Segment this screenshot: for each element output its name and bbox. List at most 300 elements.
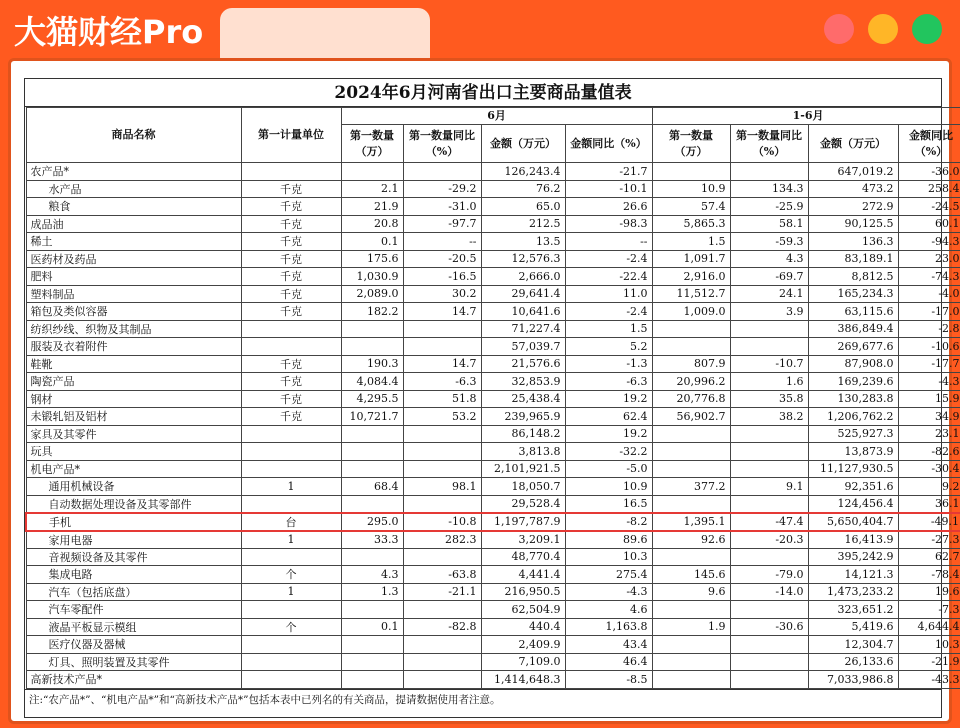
cell-ytd-qty-yoy xyxy=(730,601,808,619)
cell-ytd-qty-yoy: 1.6 xyxy=(730,373,808,391)
cell-june-amount-yoy: -- xyxy=(565,233,652,251)
cell-june-amount: 76.2 xyxy=(481,180,565,198)
table-row-highlighted xyxy=(26,513,960,531)
close-dot-icon[interactable] xyxy=(824,14,854,44)
cell-june-amount-yoy: 1.5 xyxy=(565,320,652,338)
cell-june-amount-yoy: 10.3 xyxy=(565,548,652,566)
table-row xyxy=(26,268,960,286)
cell-ytd-qty: 377.2 xyxy=(652,478,730,496)
cell-ytd-qty: 1,009.0 xyxy=(652,303,730,321)
cell-ytd-qty: 1,091.7 xyxy=(652,250,730,268)
cell-june-amount: 86,148.2 xyxy=(481,425,565,443)
cell-name: 纺织纱线、织物及其制品 xyxy=(26,320,241,338)
cell-ytd-amount-yoy: -17.7 xyxy=(898,355,960,373)
cell-name: 医药材及药品 xyxy=(26,250,241,268)
cell-june-qty xyxy=(341,601,403,619)
cell-name: 钢材 xyxy=(26,390,241,408)
cell-ytd-amount: 169,239.6 xyxy=(808,373,898,391)
cell-ytd-amount: 5,419.6 xyxy=(808,618,898,636)
cell-unit: 1 xyxy=(241,531,341,549)
cell-ytd-amount-yoy: -24.5 xyxy=(898,198,960,216)
cell-ytd-qty: 9.6 xyxy=(652,583,730,601)
cell-ytd-amount: 5,650,404.7 xyxy=(808,513,898,531)
cell-ytd-qty: 20,996.2 xyxy=(652,373,730,391)
cell-june-qty: 0.1 xyxy=(341,618,403,636)
cell-june-amount: 18,050.7 xyxy=(481,478,565,496)
cell-june-qty: 1.3 xyxy=(341,583,403,601)
cell-ytd-amount: 124,456.4 xyxy=(808,495,898,513)
cell-unit xyxy=(241,548,341,566)
cell-june-amount: 10,641.6 xyxy=(481,303,565,321)
cell-june-amount: 21,576.6 xyxy=(481,355,565,373)
cell-june-qty xyxy=(341,320,403,338)
cell-ytd-amount: 92,351.6 xyxy=(808,478,898,496)
cell-june-amount: 1,414,648.3 xyxy=(481,671,565,689)
cell-ytd-qty-yoy: 9.1 xyxy=(730,478,808,496)
cell-june-amount: 2,101,921.5 xyxy=(481,460,565,478)
cell-june-amount: 2,409.9 xyxy=(481,636,565,654)
cell-ytd-amount: 16,413.9 xyxy=(808,531,898,549)
cell-ytd-qty-yoy xyxy=(730,443,808,461)
table-row xyxy=(26,285,960,303)
cell-june-amount-yoy: 10.9 xyxy=(565,478,652,496)
table-row xyxy=(26,583,960,601)
cell-june-qty-yoy: 53.2 xyxy=(403,408,481,426)
cell-name: 肥料 xyxy=(26,268,241,286)
cell-ytd-amount-yoy: 23.1 xyxy=(898,425,960,443)
cell-june-qty-yoy xyxy=(403,460,481,478)
cell-ytd-qty xyxy=(652,320,730,338)
cell-name: 陶瓷产品 xyxy=(26,373,241,391)
cell-june-amount-yoy: 1,163.8 xyxy=(565,618,652,636)
cell-ytd-amount: 136.3 xyxy=(808,233,898,251)
cell-june-amount-yoy: -1.3 xyxy=(565,355,652,373)
header-period-ytd: 1-6月 xyxy=(652,108,960,125)
cell-june-qty-yoy xyxy=(403,320,481,338)
cell-ytd-amount-yoy: 10.3 xyxy=(898,636,960,654)
cell-name: 液晶平板显示模组 xyxy=(26,618,241,636)
brand-logo: 大猫财经Pro xyxy=(0,4,218,60)
cell-ytd-amount-yoy: 258.4 xyxy=(898,180,960,198)
cell-ytd-qty-yoy: -47.4 xyxy=(730,513,808,531)
cell-ytd-amount-yoy: 9.2 xyxy=(898,478,960,496)
cell-name: 高新技术产品* xyxy=(26,671,241,689)
title-bar-tab xyxy=(220,8,430,58)
cell-ytd-amount: 395,242.9 xyxy=(808,548,898,566)
cell-june-amount-yoy: 19.2 xyxy=(565,425,652,443)
cell-ytd-qty xyxy=(652,495,730,513)
table-row xyxy=(26,390,960,408)
export-table xyxy=(25,107,960,689)
cell-ytd-amount-yoy: -94.3 xyxy=(898,233,960,251)
cell-june-amount: 126,243.4 xyxy=(481,163,565,181)
cell-unit: 个 xyxy=(241,566,341,584)
cell-name: 玩具 xyxy=(26,443,241,461)
cell-unit: 千克 xyxy=(241,285,341,303)
table-row xyxy=(26,460,960,478)
table-row xyxy=(26,653,960,671)
cell-june-amount-yoy: -2.4 xyxy=(565,303,652,321)
cell-ytd-amount-yoy: -4.0 xyxy=(898,285,960,303)
cell-june-amount: 2,666.0 xyxy=(481,268,565,286)
table-row xyxy=(26,671,960,689)
cell-ytd-qty: 1.5 xyxy=(652,233,730,251)
cell-ytd-qty: 56,902.7 xyxy=(652,408,730,426)
cell-june-qty-yoy xyxy=(403,636,481,654)
cell-ytd-amount-yoy: -49.1 xyxy=(898,513,960,531)
cell-june-amount-yoy: 4.6 xyxy=(565,601,652,619)
table-row xyxy=(26,198,960,216)
header-ytd-qty: 第一数量（万） xyxy=(652,125,730,163)
cell-june-qty-yoy: -16.5 xyxy=(403,268,481,286)
cell-june-amount: 48,770.4 xyxy=(481,548,565,566)
cell-june-amount-yoy: 11.0 xyxy=(565,285,652,303)
cell-name: 稀土 xyxy=(26,233,241,251)
cell-unit: 千克 xyxy=(241,268,341,286)
cell-ytd-qty xyxy=(652,338,730,356)
cell-ytd-amount: 165,234.3 xyxy=(808,285,898,303)
cell-ytd-amount-yoy: 34.9 xyxy=(898,408,960,426)
cell-ytd-qty: 5,865.3 xyxy=(652,215,730,233)
cell-june-amount: 71,227.4 xyxy=(481,320,565,338)
cell-name: 汽车零配件 xyxy=(26,601,241,619)
cell-june-qty-yoy: -31.0 xyxy=(403,198,481,216)
cell-june-qty xyxy=(341,460,403,478)
cell-ytd-amount: 1,206,762.2 xyxy=(808,408,898,426)
maximize-dot-icon[interactable] xyxy=(912,14,942,44)
header-june-qty-yoy: 第一数量同比（%） xyxy=(403,125,481,163)
table-row xyxy=(26,618,960,636)
cell-name: 家具及其零件 xyxy=(26,425,241,443)
cell-june-qty-yoy xyxy=(403,671,481,689)
cell-june-qty-yoy xyxy=(403,338,481,356)
header-ytd-amount: 金额（万元） xyxy=(808,125,898,163)
cell-ytd-qty: 807.9 xyxy=(652,355,730,373)
cell-june-qty-yoy: 14.7 xyxy=(403,355,481,373)
cell-june-amount: 3,813.8 xyxy=(481,443,565,461)
cell-june-amount-yoy: -6.3 xyxy=(565,373,652,391)
table-row xyxy=(26,233,960,251)
cell-ytd-qty xyxy=(652,163,730,181)
cell-ytd-amount: 8,812.5 xyxy=(808,268,898,286)
cell-june-amount: 440.4 xyxy=(481,618,565,636)
cell-ytd-amount: 1,473,233.2 xyxy=(808,583,898,601)
cell-june-qty: 68.4 xyxy=(341,478,403,496)
cell-ytd-qty-yoy xyxy=(730,320,808,338)
cell-name: 集成电路 xyxy=(26,566,241,584)
cell-june-amount-yoy: -2.4 xyxy=(565,250,652,268)
header-june-amount-yoy: 金额同比（%） xyxy=(565,125,652,163)
cell-ytd-amount: 87,908.0 xyxy=(808,355,898,373)
header-name: 商品名称 xyxy=(26,108,241,163)
cell-name: 音视频设备及其零件 xyxy=(26,548,241,566)
cell-june-amount: 3,209.1 xyxy=(481,531,565,549)
cell-ytd-qty-yoy: 3.9 xyxy=(730,303,808,321)
cell-ytd-amount: 26,133.6 xyxy=(808,653,898,671)
cell-ytd-qty-yoy xyxy=(730,163,808,181)
cell-ytd-qty-yoy xyxy=(730,653,808,671)
cell-june-qty-yoy: -- xyxy=(403,233,481,251)
cell-ytd-amount: 63,115.6 xyxy=(808,303,898,321)
minimize-dot-icon[interactable] xyxy=(868,14,898,44)
cell-june-qty-yoy xyxy=(403,548,481,566)
cell-unit: 1 xyxy=(241,478,341,496)
cell-unit xyxy=(241,653,341,671)
cell-june-qty: 4,084.4 xyxy=(341,373,403,391)
cell-june-amount-yoy: -22.4 xyxy=(565,268,652,286)
cell-june-amount: 212.5 xyxy=(481,215,565,233)
cell-june-qty-yoy: -10.8 xyxy=(403,513,481,531)
cell-name: 粮食 xyxy=(26,198,241,216)
cell-june-amount-yoy: -10.1 xyxy=(565,180,652,198)
cell-unit: 个 xyxy=(241,618,341,636)
cell-june-amount-yoy: 16.5 xyxy=(565,495,652,513)
cell-unit: 千克 xyxy=(241,180,341,198)
cell-ytd-amount-yoy: 60.1 xyxy=(898,215,960,233)
cell-name: 通用机械设备 xyxy=(26,478,241,496)
cell-june-amount-yoy: 26.6 xyxy=(565,198,652,216)
cell-unit xyxy=(241,601,341,619)
header-june-qty: 第一数量（万） xyxy=(341,125,403,163)
cell-ytd-qty-yoy: 38.2 xyxy=(730,408,808,426)
cell-ytd-amount: 386,849.4 xyxy=(808,320,898,338)
cell-name: 鞋靴 xyxy=(26,355,241,373)
cell-june-qty: 1,030.9 xyxy=(341,268,403,286)
cell-ytd-amount-yoy: -27.3 xyxy=(898,531,960,549)
cell-june-qty xyxy=(341,548,403,566)
table-row xyxy=(26,425,960,443)
cell-june-qty-yoy: -82.8 xyxy=(403,618,481,636)
table-body xyxy=(26,163,960,689)
cell-unit: 千克 xyxy=(241,303,341,321)
cell-ytd-qty-yoy: -14.0 xyxy=(730,583,808,601)
cell-ytd-qty xyxy=(652,601,730,619)
cell-june-amount-yoy: 62.4 xyxy=(565,408,652,426)
cell-june-qty: 190.3 xyxy=(341,355,403,373)
cell-unit xyxy=(241,460,341,478)
cell-ytd-amount-yoy: -17.0 xyxy=(898,303,960,321)
cell-june-qty: 175.6 xyxy=(341,250,403,268)
cell-ytd-qty: 1.9 xyxy=(652,618,730,636)
cell-june-qty-yoy: 30.2 xyxy=(403,285,481,303)
cell-ytd-qty xyxy=(652,460,730,478)
cell-ytd-amount-yoy: 23.0 xyxy=(898,250,960,268)
cell-ytd-amount-yoy: -36.0 xyxy=(898,163,960,181)
cell-ytd-qty-yoy: -20.3 xyxy=(730,531,808,549)
cell-june-amount-yoy: -4.3 xyxy=(565,583,652,601)
cell-ytd-amount-yoy: 15.9 xyxy=(898,390,960,408)
cell-name: 自动数据处理设备及其零部件 xyxy=(26,495,241,513)
table-row xyxy=(26,495,960,513)
cell-ytd-qty-yoy xyxy=(730,425,808,443)
cell-ytd-amount-yoy: -21.9 xyxy=(898,653,960,671)
cell-june-amount-yoy: -98.3 xyxy=(565,215,652,233)
cell-june-qty: 2.1 xyxy=(341,180,403,198)
cell-june-qty-yoy: -63.8 xyxy=(403,566,481,584)
cell-june-qty xyxy=(341,163,403,181)
cell-ytd-qty: 92.6 xyxy=(652,531,730,549)
cell-ytd-amount-yoy: -82.6 xyxy=(898,443,960,461)
cell-ytd-qty-yoy: 4.3 xyxy=(730,250,808,268)
cell-ytd-qty-yoy: -30.6 xyxy=(730,618,808,636)
table-row xyxy=(26,408,960,426)
cell-june-amount: 65.0 xyxy=(481,198,565,216)
cell-ytd-qty: 57.4 xyxy=(652,198,730,216)
cell-june-amount: 12,576.3 xyxy=(481,250,565,268)
cell-ytd-qty xyxy=(652,653,730,671)
cell-june-qty-yoy: 14.7 xyxy=(403,303,481,321)
table-row xyxy=(26,338,960,356)
table-row xyxy=(26,443,960,461)
cell-name: 箱包及类似容器 xyxy=(26,303,241,321)
cell-ytd-amount: 13,873.9 xyxy=(808,443,898,461)
cell-june-amount: 32,853.9 xyxy=(481,373,565,391)
cell-june-qty-yoy xyxy=(403,163,481,181)
header-june-amount: 金额（万元） xyxy=(481,125,565,163)
cell-june-qty xyxy=(341,653,403,671)
cell-june-qty-yoy: -6.3 xyxy=(403,373,481,391)
cell-june-amount-yoy: -5.0 xyxy=(565,460,652,478)
table-row xyxy=(26,303,960,321)
cell-unit xyxy=(241,163,341,181)
cell-june-amount: 4,441.4 xyxy=(481,566,565,584)
table-row xyxy=(26,180,960,198)
cell-june-qty: 33.3 xyxy=(341,531,403,549)
cell-ytd-qty xyxy=(652,671,730,689)
cell-name: 灯具、照明装置及其零件 xyxy=(26,653,241,671)
cell-ytd-qty-yoy: -25.9 xyxy=(730,198,808,216)
cell-ytd-amount: 269,677.6 xyxy=(808,338,898,356)
cell-june-qty: 4.3 xyxy=(341,566,403,584)
cell-june-amount: 216,950.5 xyxy=(481,583,565,601)
cell-name: 成品油 xyxy=(26,215,241,233)
table-row xyxy=(26,478,960,496)
cell-june-qty xyxy=(341,495,403,513)
cell-unit xyxy=(241,338,341,356)
cell-ytd-qty: 20,776.8 xyxy=(652,390,730,408)
cell-ytd-amount: 130,283.8 xyxy=(808,390,898,408)
cell-ytd-qty-yoy: -59.3 xyxy=(730,233,808,251)
cell-ytd-amount: 90,125.5 xyxy=(808,215,898,233)
table-row xyxy=(26,636,960,654)
cell-june-qty: 2,089.0 xyxy=(341,285,403,303)
cell-unit xyxy=(241,636,341,654)
cell-june-qty-yoy: -97.7 xyxy=(403,215,481,233)
cell-unit: 千克 xyxy=(241,233,341,251)
cell-june-amount-yoy: -8.2 xyxy=(565,513,652,531)
cell-unit xyxy=(241,495,341,513)
cell-june-amount-yoy: 275.4 xyxy=(565,566,652,584)
cell-ytd-amount: 272.9 xyxy=(808,198,898,216)
table-row xyxy=(26,355,960,373)
cell-ytd-qty-yoy xyxy=(730,636,808,654)
cell-unit: 千克 xyxy=(241,198,341,216)
cell-june-qty: 182.2 xyxy=(341,303,403,321)
table-row xyxy=(26,320,960,338)
cell-ytd-qty-yoy xyxy=(730,338,808,356)
cell-unit: 千克 xyxy=(241,215,341,233)
cell-unit xyxy=(241,320,341,338)
cell-june-qty xyxy=(341,443,403,461)
cell-ytd-qty-yoy: 24.1 xyxy=(730,285,808,303)
cell-ytd-qty xyxy=(652,636,730,654)
window-controls xyxy=(824,14,942,44)
cell-june-qty xyxy=(341,338,403,356)
cell-ytd-amount-yoy: -43.3 xyxy=(898,671,960,689)
cell-june-qty-yoy: 98.1 xyxy=(403,478,481,496)
cell-june-amount-yoy: 5.2 xyxy=(565,338,652,356)
cell-june-qty-yoy: -29.2 xyxy=(403,180,481,198)
cell-unit: 千克 xyxy=(241,408,341,426)
cell-june-amount-yoy: -21.7 xyxy=(565,163,652,181)
cell-june-qty-yoy: 51.8 xyxy=(403,390,481,408)
table-row xyxy=(26,548,960,566)
cell-ytd-amount-yoy: -4.3 xyxy=(898,373,960,391)
cell-ytd-amount: 525,927.3 xyxy=(808,425,898,443)
cell-june-qty-yoy xyxy=(403,443,481,461)
cell-name: 服装及衣着附件 xyxy=(26,338,241,356)
table-row xyxy=(26,566,960,584)
cell-june-amount-yoy: 89.6 xyxy=(565,531,652,549)
cell-june-amount-yoy: -32.2 xyxy=(565,443,652,461)
cell-ytd-amount-yoy: -30.4 xyxy=(898,460,960,478)
statistics-sheet xyxy=(24,78,960,718)
cell-june-amount-yoy: 19.2 xyxy=(565,390,652,408)
footnote: 注:“农产品*”、“机电产品*”和“高新技术产品*”包括本表中已列名的有关商品，提请数据使用者注意。 xyxy=(25,689,941,709)
cell-ytd-qty xyxy=(652,443,730,461)
cell-june-qty-yoy: -21.1 xyxy=(403,583,481,601)
cell-ytd-amount-yoy: 4,644.4 xyxy=(898,618,960,636)
cell-name: 水产品 xyxy=(26,180,241,198)
cell-june-qty: 0.1 xyxy=(341,233,403,251)
cell-june-amount: 57,039.7 xyxy=(481,338,565,356)
cell-ytd-amount-yoy: 19.6 xyxy=(898,583,960,601)
cell-june-qty xyxy=(341,671,403,689)
header-ytd-qty-yoy: 第一数量同比（%） xyxy=(730,125,808,163)
cell-ytd-qty-yoy: -79.0 xyxy=(730,566,808,584)
table-row xyxy=(26,215,960,233)
cell-june-amount: 7,109.0 xyxy=(481,653,565,671)
cell-june-qty: 10,721.7 xyxy=(341,408,403,426)
cell-ytd-amount-yoy: -78.4 xyxy=(898,566,960,584)
cell-june-qty-yoy: -20.5 xyxy=(403,250,481,268)
cell-june-qty-yoy xyxy=(403,653,481,671)
cell-june-amount: 29,641.4 xyxy=(481,285,565,303)
cell-ytd-amount: 647,019.2 xyxy=(808,163,898,181)
cell-unit: 千克 xyxy=(241,390,341,408)
cell-june-qty-yoy xyxy=(403,495,481,513)
cell-june-qty: 21.9 xyxy=(341,198,403,216)
cell-ytd-amount-yoy: -74.3 xyxy=(898,268,960,286)
cell-june-qty: 4,295.5 xyxy=(341,390,403,408)
table-row xyxy=(26,601,960,619)
cell-unit: 千克 xyxy=(241,373,341,391)
cell-unit: 台 xyxy=(241,513,341,531)
cell-ytd-amount: 323,651.2 xyxy=(808,601,898,619)
cell-ytd-qty: 10.9 xyxy=(652,180,730,198)
cell-june-amount: 239,965.9 xyxy=(481,408,565,426)
cell-ytd-qty: 1,395.1 xyxy=(652,513,730,531)
cell-ytd-amount: 11,127,930.5 xyxy=(808,460,898,478)
cell-june-qty xyxy=(341,636,403,654)
cell-june-amount: 25,438.4 xyxy=(481,390,565,408)
header-ytd-amount-yoy: 金额同比（%） xyxy=(898,125,960,163)
cell-unit xyxy=(241,425,341,443)
cell-name: 未锻轧铝及铝材 xyxy=(26,408,241,426)
cell-ytd-qty-yoy xyxy=(730,548,808,566)
cell-ytd-qty-yoy xyxy=(730,460,808,478)
cell-ytd-qty: 2,916.0 xyxy=(652,268,730,286)
